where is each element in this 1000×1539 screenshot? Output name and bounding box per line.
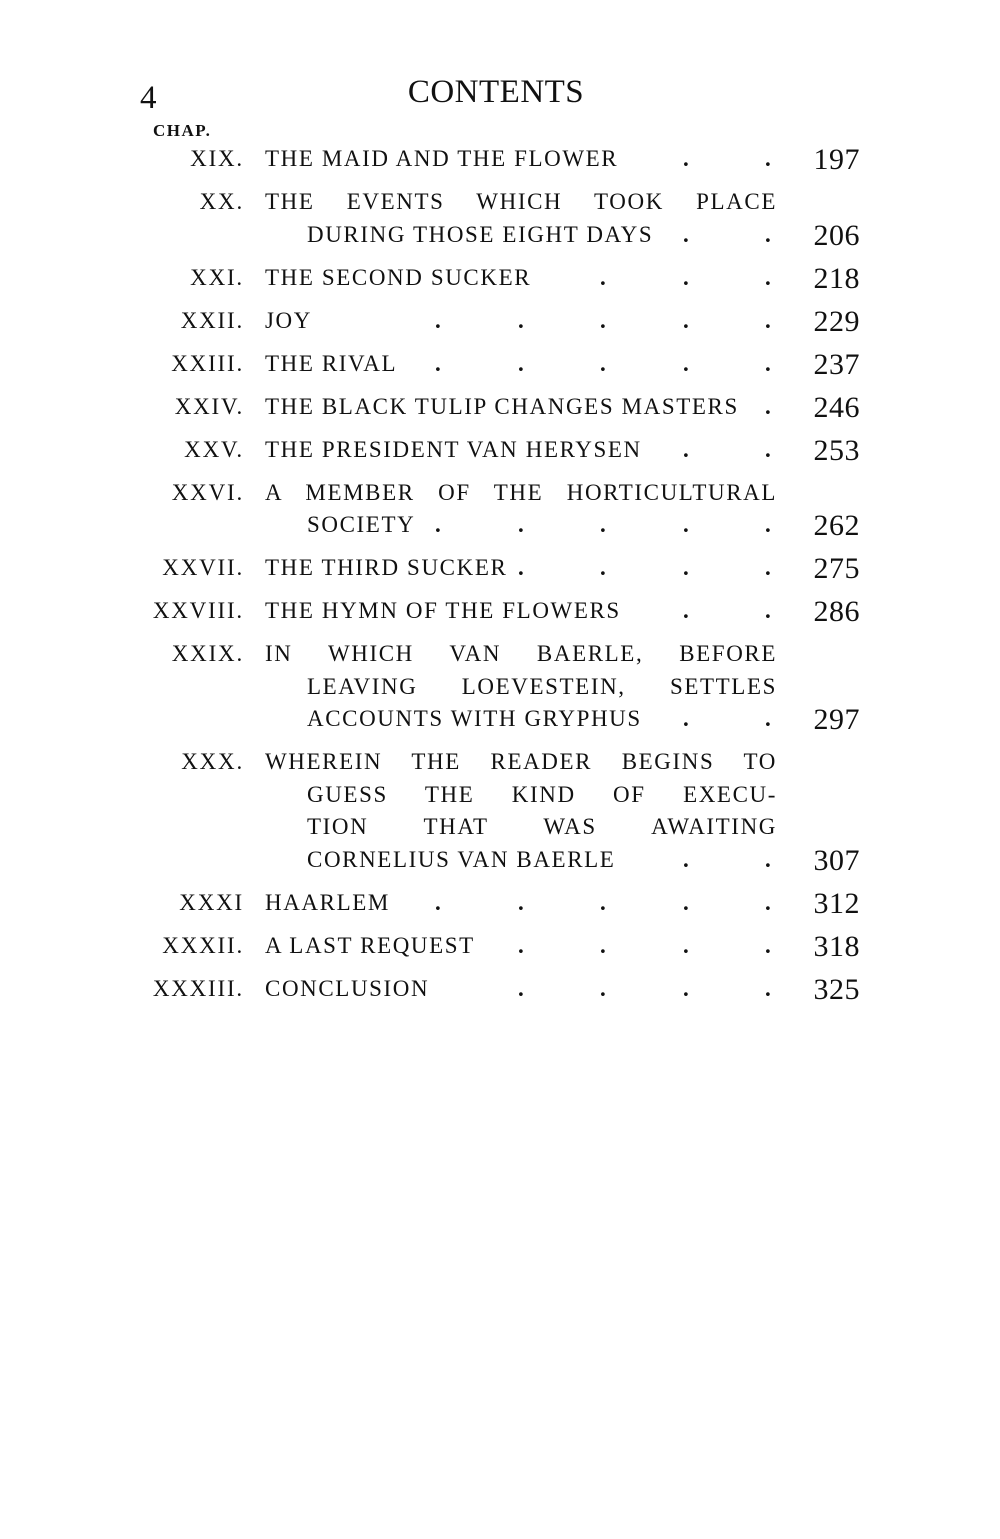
dot-leader: . [518,889,524,915]
toc-entry-row [0,594,1000,627]
dot-leader: . [600,512,606,537]
dot-leader: . [765,846,771,872]
chapter-title-line: DURING THOSE EIGHT DAYS [307,221,654,247]
toc-entry [0,261,1000,294]
page-reference: 246 [813,390,860,424]
toc-entry [0,886,1000,919]
chapter-title-line: THE MAID AND THE FLOWER [265,146,619,171]
dot-leader: . [435,350,441,376]
dot-leader: . [435,889,441,915]
dot-leader: . [600,307,606,333]
chapter-title-line: THE RIVAL [265,350,398,376]
toc-entry-row [0,433,1000,466]
chapter-number: XXXI [179,889,244,915]
dot-leader: . [683,555,689,580]
page-reference: 307 [813,843,860,877]
toc-entry [0,594,1000,627]
chapter-title-line: LEAVING LOEVESTEIN, SETTLES [307,673,777,699]
chapter-number: XXVIII. [152,598,244,623]
chapter-number: XXX. [181,749,244,774]
chapter-title-line: IN WHICH VAN BAERLE, BEFORE [265,641,777,666]
chapter-title-line: A MEMBER OF THE HORTICULTURAL [265,479,777,505]
dot-leader: . [600,555,606,580]
chapter-title-line: THE PRESIDENT VAN HERYSEN [265,436,642,462]
toc-entry [0,637,1000,735]
toc-entry-row [0,347,1000,380]
dot-leader: . [435,512,441,537]
dot-leader: . [683,350,689,376]
chapter-title-line: CONCLUSION [265,975,430,1001]
chapter-title-line: THE EVENTS WHICH TOOK PLACE [265,189,777,214]
toc-entry [0,185,1000,250]
dot-leader: . [518,932,524,958]
dot-leader: . [765,350,771,376]
dot-leader: . [518,975,524,1001]
toc-entry-row [0,304,1000,337]
chapter-title-line: THE BLACK TULIP CHANGES MASTERS [265,393,739,419]
toc-entry-row [0,508,1000,541]
dot-leader: . [600,264,606,290]
toc-entry-row [0,702,1000,735]
dot-leader: . [765,598,771,623]
chapter-title-line: A LAST REQUEST [265,932,475,958]
chapter-title-line: SOCIETY [307,512,416,537]
dot-leader: . [600,889,606,915]
page-reference: 325 [813,972,860,1006]
dot-leader: . [765,221,771,247]
toc-entry-row [0,390,1000,423]
page-reference: 286 [813,595,860,628]
chapter-number: XX. [199,189,244,214]
page-reference: 206 [813,218,860,252]
dot-leader: . [435,307,441,333]
toc-entry-row [0,886,1000,919]
dot-leader: . [600,932,606,958]
chapter-number: XXI. [190,264,244,290]
toc-entry-row [0,637,1000,670]
dot-leader: . [683,975,689,1001]
chapter-title-line: HAARLEM [265,889,390,915]
dot-leader: . [765,512,771,537]
toc-entry-row [0,142,1000,175]
page-reference: 312 [813,886,860,920]
dot-leader: . [518,555,524,580]
page-reference: 253 [813,433,860,467]
chapter-number: XXIX. [171,641,244,666]
dot-leader: . [683,598,689,623]
dot-leader: . [600,975,606,1001]
page-reference: 275 [813,552,860,585]
page-reference: 262 [813,509,860,542]
toc-entry-row [0,218,1000,251]
toc-entry-row [0,745,1000,778]
dot-leader: . [683,932,689,958]
dot-leader: . [765,555,771,580]
dot-leader: . [518,307,524,333]
toc-entry [0,304,1000,337]
chapter-title-line: WHEREIN THE READER BEGINS TO [265,749,777,774]
chapter-title-line: JOY [265,307,312,333]
toc-entry-row [0,778,1000,811]
page-number: 4 [140,80,157,116]
chapter-number: XXV. [184,436,244,462]
chapter-column-heading: CHAP. [153,121,212,140]
chapter-title-line: TION THAT WAS AWAITING [307,814,777,839]
dot-leader: . [683,706,689,731]
chapter-title-line: THE THIRD SUCKER [265,555,508,580]
dot-leader: . [683,264,689,290]
chapter-number: XXII. [180,307,244,333]
dot-leader: . [765,436,771,462]
dot-leader: . [765,307,771,333]
dot-leader: . [683,436,689,462]
chapter-title-line: GUESS THE KIND OF EXECU- [307,781,777,807]
dot-leader: . [518,512,524,537]
page-title-text: CONTENTS [407,74,585,110]
page-reference: 237 [813,347,860,381]
toc-entry-row [0,551,1000,584]
toc-entry [0,390,1000,423]
dot-leader: . [765,889,771,915]
toc-entry-row [0,261,1000,294]
dot-leader: . [765,975,771,1001]
page-reference: 197 [813,143,860,176]
toc-entry-row [0,185,1000,218]
table-of-contents [0,142,1000,1004]
toc-entry [0,476,1000,541]
dot-leader: . [765,706,771,731]
toc-entry [0,142,1000,175]
dot-leader: . [765,146,771,171]
toc-entry-row [0,843,1000,876]
dot-leader: . [683,889,689,915]
toc-entry [0,929,1000,962]
dot-leader: . [765,932,771,958]
dot-leader: . [683,221,689,247]
dot-leader: . [765,393,771,419]
toc-entry-row [0,810,1000,843]
chapter-number: XXIII. [171,350,244,376]
dot-leader: . [600,350,606,376]
toc-entry-row [0,972,1000,1005]
dot-leader: . [683,846,689,872]
page-reference: 297 [813,703,860,736]
toc-entry [0,745,1000,875]
dot-leader: . [683,146,689,171]
chapter-title-line: THE SECOND SUCKER [265,264,532,290]
toc-entry [0,551,1000,584]
dot-leader: . [683,512,689,537]
chapter-number: XXVI. [171,479,244,505]
toc-entry [0,347,1000,380]
chapter-title-line: ACCOUNTS WITH GRYPHUS [307,706,642,731]
chapter-number: XXXIII. [152,975,244,1001]
dot-leader: . [518,350,524,376]
page-reference: 318 [813,929,860,963]
chapter-number: XXIV. [174,393,244,419]
chapter-title-line: THE HYMN OF THE FLOWERS [265,598,621,623]
page-reference: 229 [813,304,860,338]
dot-leader: . [765,264,771,290]
dot-leader: . [683,307,689,333]
chapter-number: XIX. [190,146,244,171]
page-title [0,72,1000,112]
page-reference: 218 [813,261,860,295]
toc-entry [0,433,1000,466]
chapter-number: XXXII. [162,932,244,958]
toc-entry [0,972,1000,1005]
chapter-title-line: CORNELIUS VAN BAERLE [307,846,616,872]
chapter-number: XXVII. [162,555,244,580]
toc-entry-row [0,476,1000,509]
toc-entry-row [0,929,1000,962]
toc-entry-row [0,670,1000,703]
